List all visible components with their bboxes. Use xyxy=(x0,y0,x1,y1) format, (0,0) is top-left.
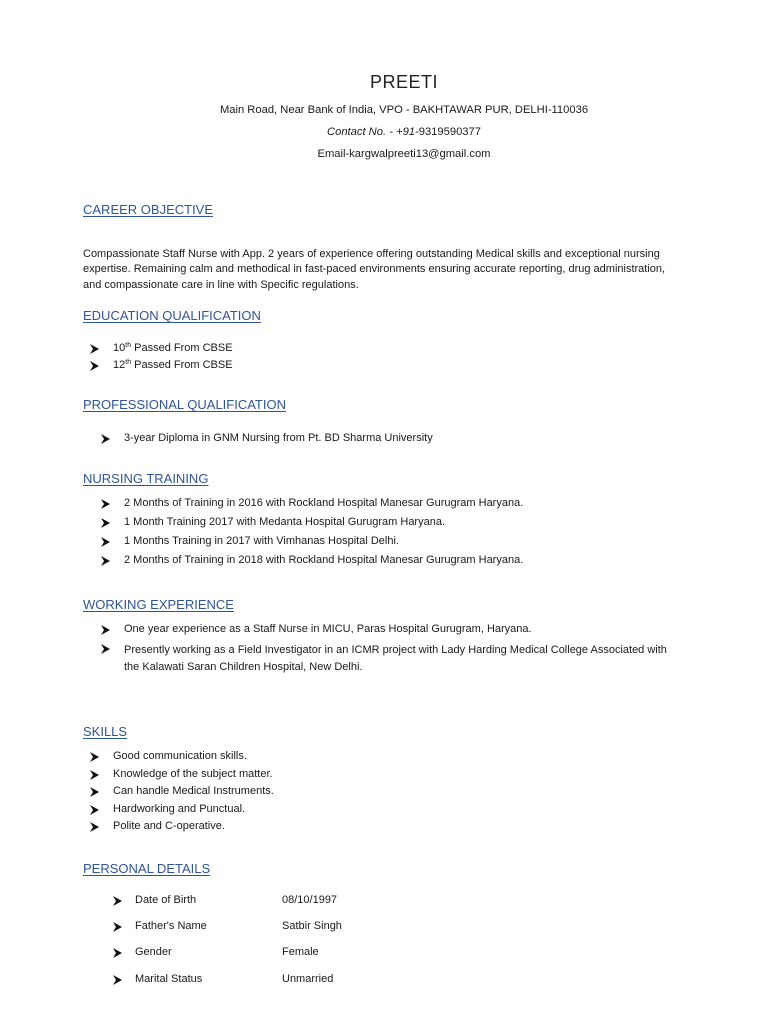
list-item: 2 Months of Training in 2016 with Rockland Hospital Manesar Gurugram Haryana. xyxy=(101,497,523,516)
list-item: 2 Months of Training in 2018 with Rockland Hospital Manesar Gurugram Haryana. xyxy=(101,554,523,573)
arrow-bullet-icon xyxy=(90,361,98,371)
personal-details-heading: PERSONAL DETAILS xyxy=(83,861,211,876)
list-item: Can handle Medical Instruments. xyxy=(90,785,274,803)
personal-value: Unmarried xyxy=(282,973,334,985)
personal-value: Satbir Singh xyxy=(282,920,342,932)
list-item: Hardworking and Punctual. xyxy=(90,803,274,821)
career-objective-text xyxy=(83,247,703,293)
arrow-bullet-icon xyxy=(90,787,98,797)
arrow-bullet-icon xyxy=(101,625,109,635)
contact-line xyxy=(0,126,768,138)
list-item: 12th Passed From CBSE xyxy=(90,359,233,376)
list-item: Presently working as a Field Investigator in an ICMR project with Lady Harding Medical College Associated with the Kalawati Saran Children Hospital, New Delhi. xyxy=(101,642,667,676)
personal-value: Female xyxy=(282,946,319,958)
education-heading: EDUCATION QUALIFICATION xyxy=(83,308,261,323)
list-item: 10th Passed From CBSE xyxy=(90,342,233,359)
arrow-bullet-icon xyxy=(113,922,121,932)
list-item: Knowledge of the subject matter. xyxy=(90,768,274,786)
arrow-bullet-icon xyxy=(90,770,98,780)
list-item: 1 Months Training in 2017 with Vimhanas Hospital Delhi. xyxy=(101,535,523,554)
experience-list xyxy=(101,623,667,676)
contact-label: Contact No. - +91- xyxy=(327,126,419,138)
skills-list xyxy=(90,750,274,838)
email-line: Email-kargwalpreeti13@gmail.com xyxy=(317,148,491,160)
personal-label: Gender xyxy=(135,946,172,958)
objective-line: expertise. Remaining calm and methodical in fast-paced environments ensuring accurate reporting, drug administration, xyxy=(83,263,666,276)
list-item: 3-year Diploma in GNM Nursing from Pt. BD Sharma University xyxy=(101,432,433,444)
arrow-bullet-icon xyxy=(101,434,109,444)
training-list xyxy=(101,497,523,573)
arrow-bullet-icon xyxy=(90,344,98,354)
arrow-bullet-icon xyxy=(113,948,121,958)
education-list xyxy=(90,342,233,376)
personal-value: 08/10/1997 xyxy=(282,894,338,906)
career-objective-heading: CAREER OBJECTIVE xyxy=(83,202,214,217)
candidate-name: PREETI xyxy=(369,72,438,92)
arrow-bullet-icon xyxy=(113,975,121,985)
objective-line: Compassionate Staff Nurse with App. 2 years of experience offering outstanding Medical skills and exceptional nursing xyxy=(83,248,660,260)
arrow-bullet-icon xyxy=(101,644,109,654)
arrow-bullet-icon xyxy=(101,518,109,528)
arrow-bullet-icon xyxy=(90,822,98,832)
arrow-bullet-icon xyxy=(101,556,109,566)
professional-heading: PROFESSIONAL QUALIFICATION xyxy=(83,397,286,412)
skills-heading: SKILLS xyxy=(83,724,128,739)
training-heading: NURSING TRAINING xyxy=(83,471,209,486)
professional-list xyxy=(101,432,433,444)
arrow-bullet-icon xyxy=(101,537,109,547)
objective-line: and compassionate care in line with Specific regulations. xyxy=(83,278,359,291)
arrow-bullet-icon xyxy=(101,499,109,509)
address-line: Main Road, Near Bank of India, VPO - BAKHTAWAR PUR, DELHI-110036 xyxy=(219,104,589,116)
personal-label: Date of Birth xyxy=(135,894,197,906)
list-item: Good communication skills. xyxy=(90,750,274,768)
list-item: Polite and C-operative. xyxy=(90,820,274,838)
list-item: 1 Month Training 2017 with Medanta Hospital Gurugram Haryana. xyxy=(101,516,523,535)
list-item: One year experience as a Staff Nurse in MICU, Paras Hospital Gurugram, Haryana. xyxy=(101,623,667,642)
arrow-bullet-icon xyxy=(113,896,121,906)
arrow-bullet-icon xyxy=(90,805,98,815)
arrow-bullet-icon xyxy=(90,752,98,762)
contact-number: 9319590377 xyxy=(418,126,481,138)
experience-heading: WORKING EXPERIENCE xyxy=(83,597,234,612)
personal-label: Father's Name xyxy=(135,920,207,932)
personal-label: Marital Status xyxy=(135,973,203,985)
